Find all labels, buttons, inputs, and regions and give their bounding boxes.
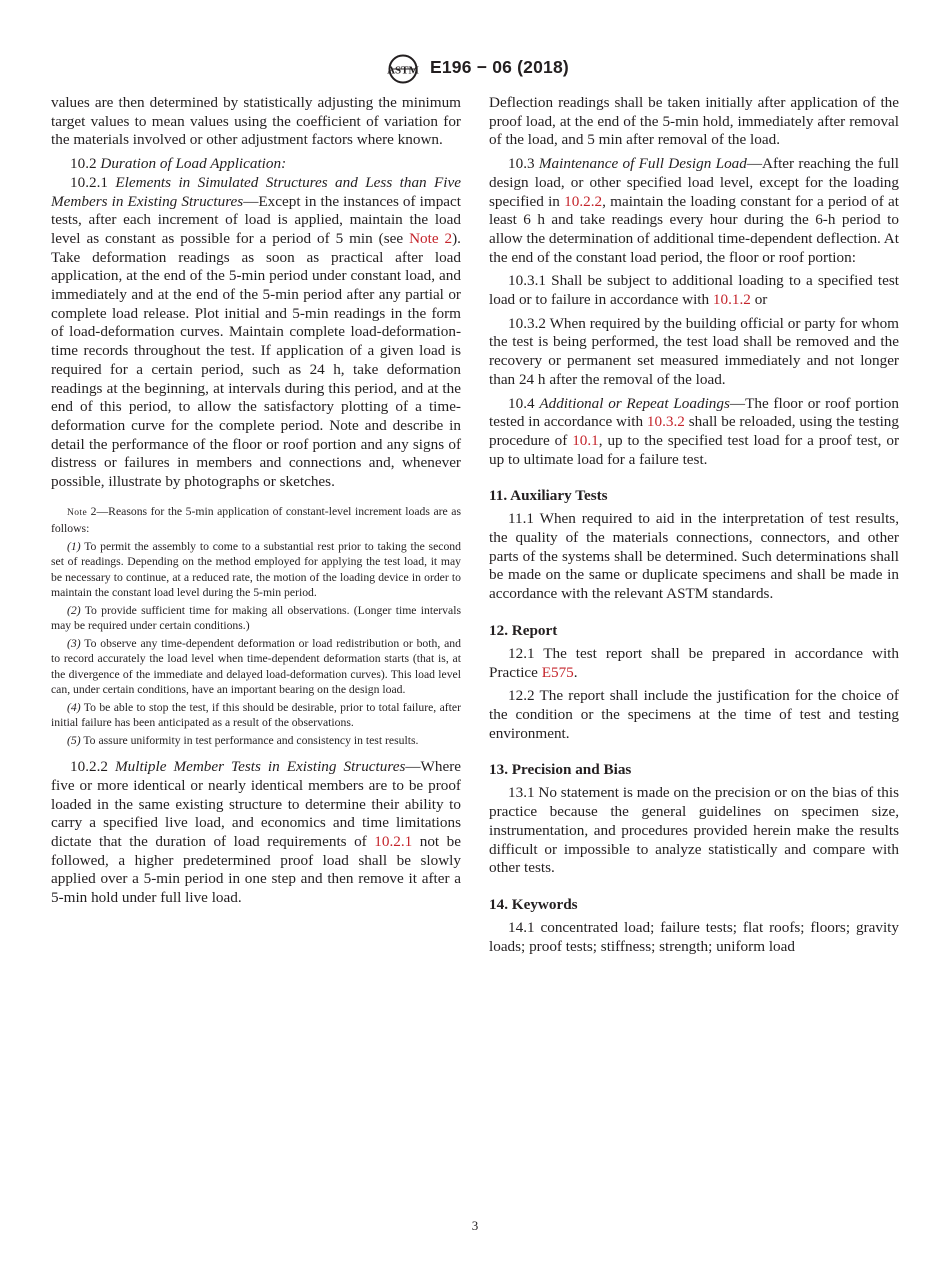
section-10-3-2: 10.3.2 When required by the building official or party for whom the test is being performed, the test load shall be removed and the recovery or permanent set measured immediately and not longer than 24 h after the removal of the load. — [489, 314, 899, 388]
left-column — [51, 94, 461, 908]
astm-logo-icon — [385, 54, 421, 84]
section-10-3-2-link[interactable]: 10.3.2 — [646, 413, 685, 431]
section-10-2-1: 10.2.1 Elements in Simulated Structures and Less than Five Members in Existing Structures—Except in the instances of impact tests, after each increment of load is applied, maintain the load level as constant as possible for a period of 5 min (see Note 2). Take deformation readings as soon as practical after load application, at the end of the 5-min period under constant load, and immediately and at the end of the 5-min period after any partial or complete load release. Plot initial and 5-min readings in the form of load-deformation curves. Maintain complete load-deformation-time records throughout the test. If application of a given load is required for a certain period, such as 24 h, take deformation readings at the beginning, at intervals during this period, and at the end of this period, to allow the satisfactory plotting of a time-deformation curve for the complete period. Note and describe in detail the performance of the floor or roof portion and any signs of distress or failures in members and connections and, whenever possible, illustrate by photographs or sketches. — [51, 173, 462, 491]
paragraph-continuation: values are then determined by statistically adjusting the minimum target values to mean values using the coefficient of variation for the materials involved or other adjustment factors where known. — [51, 94, 461, 149]
heading-auxiliary-tests: 11. Auxiliary Tests — [489, 487, 608, 505]
e575-link[interactable]: E575 — [541, 663, 574, 681]
section-10-2-1-link[interactable]: 10.2.1 — [374, 833, 413, 851]
section-11-1: 11.1 When required to aid in the interpretation of test results, the quality of the materials connections, connectors, and other parts of the systems shall be determined. Such determinations shall be made on the same or duplicate specimens and shall be made in accordance with the relevant ASTM standards. — [489, 510, 899, 603]
heading-keywords: 14. Keywords — [489, 895, 578, 913]
section-10-3: 10.3 Maintenance of Full Design Load—After reaching the full design load, or other specified load level, except for the loading specified in 10.2.2, maintain the loading constant for a period of at least 6 h and take readings every hour during the 6-h period to allow the determination of additional time-dependent deflection. At the end of the constant load period, the floor or roof portion: — [489, 155, 899, 266]
page-number: 3 — [471, 1218, 479, 1233]
note-item: (4) To be able to stop the test, if this should be desirable, prior to total failure, after initial failure has been anticipated as a result of the observations. — [51, 700, 461, 730]
section-13-1: 13.1 No statement is made on the precision or on the bias of this practice because the general guidelines on specimen size, instrumentation, and procedures provided herein make the results difficult or impossible to analyze statistically and compare with other tests. — [489, 784, 899, 877]
section-10-2-2: 10.2.2 Multiple Member Tests in Existing Structures—Where five or more identical or nearly identical members are to be proof loaded in the same existing structure to determine their ability to carry a specified live load, and economics and time limitations dictate that the duration of load requirements of 10.2.1 not be followed, a higher predetermined proof load shall be slowly applied over a 5-min period in one step and then remove it after a 5-min hold under full live load. — [51, 758, 462, 907]
svg-text:ASTM: ASTM — [387, 64, 419, 77]
heading-precision-and-bias: 13. Precision and Bias — [489, 761, 632, 779]
section-12-1: 12.1 The test report shall be prepared in accordance with Practice E575. — [489, 644, 899, 681]
section-10-3-1: 10.3.1 Shall be subject to additional loading to a specified test load or to failure in accordance with 10.1.2 or — [489, 272, 899, 309]
section-14-1: 14.1 concentrated load; failure tests; flat roofs; floors; gravity loads; proof tests; stiffness; strength; uniform load — [489, 918, 899, 955]
note-2-link[interactable]: Note 2 — [409, 229, 453, 247]
right-column — [489, 94, 899, 956]
note-item: (1) To permit the assembly to come to a substantial rest prior to taking the second set of readings. Depending on the method employed for applying the test load, it may be necessary to continue, at a reduced rate, the motion of the loading device in order to maintain the constant load level during the 5-min period. — [51, 539, 461, 600]
note-2: Note 2—Reasons for the 5-min application of constant-level increment loads are as follows: (1) To permit the assembly to come to a substantial rest prior to taking the second set of readings. Depending on the method employed for applying the test load, it may be necessary to continue, at a reduced rate, the motion of the loading device in order to maintain the constant load level during the 5-min period. (2) To provide sufficient time for making all observations. (Longer time intervals may be required under certain conditions.) (3) To observe any time-dependent deformation or load redistribution or both, and to record accurately the load level when time-dependent deformation starts (that is, at the divergence of the immediate and delayed load-deformation curves). This load level can, under certain conditions, have an important bearing on the design load. (4) To be able to stop the test, if this should be desirable, prior to total failure, after initial failure has been anticipated as a result of the observations. (5) To assure uniformity in test performance and consistency in test results. — [51, 504, 461, 747]
section-12-2: 12.2 The report shall include the justification for the choice of the condition or the specimens at the time of test and testing environment. — [489, 687, 899, 742]
document-id: E196 − 06 (2018) — [430, 57, 569, 77]
section-10-4: 10.4 Additional or Repeat Loadings—The floor or roof portion tested in accordance with 10.3.2 shall be reloaded, using the testing procedure of 10.1, up to the specified test load for a proof test, or up to ultimate load for a failure test. — [489, 394, 900, 468]
note-item: (5) To assure uniformity in test performance and consistency in test results. — [67, 733, 419, 747]
section-10-2: 10.2 Duration of Load Application: — [70, 155, 287, 173]
page-header — [0, 54, 950, 84]
section-10-1-2-link[interactable]: 10.1.2 — [712, 291, 751, 309]
section-10-2-2-link[interactable]: 10.2.2 — [564, 192, 603, 210]
section-10-1-link[interactable]: 10.1 — [572, 431, 599, 449]
heading-report: 12. Report — [489, 621, 558, 639]
paragraph-continuation: Deflection readings shall be taken initially after application of the proof load, at the end of the 5-min hold, immediately after removal of the load, and 5 min after removal of the load. — [489, 94, 899, 149]
note-item: (3) To observe any time-dependent deformation or load redistribution or both, and to record accurately the load level when time-dependent deformation starts (that is, at the divergence of the immediate and delayed load-deformation curves). This load level can, under certain conditions, have an important bearing on the design load. — [51, 636, 461, 697]
note-item: (2) To provide sufficient time for making all observations. (Longer time intervals may be required under certain conditions.) — [51, 603, 461, 633]
